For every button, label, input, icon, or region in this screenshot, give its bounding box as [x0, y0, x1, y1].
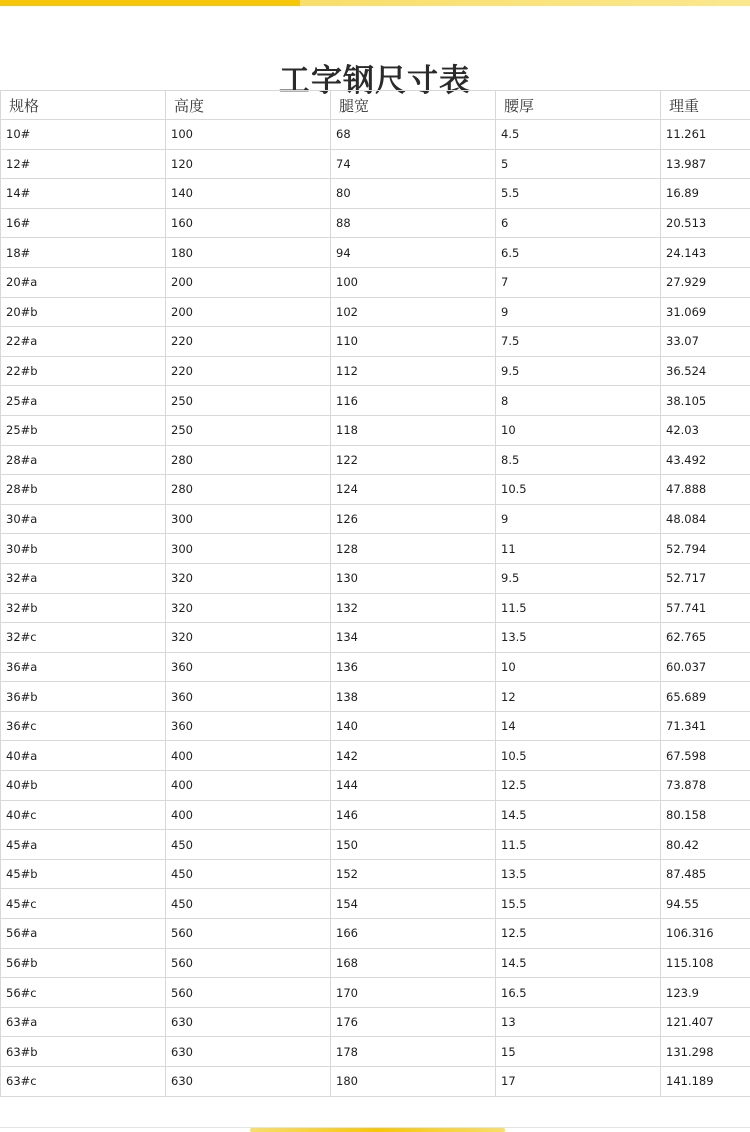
- cell-spec: 18#: [1, 238, 166, 268]
- table-row: [1, 120, 750, 150]
- table-row: [1, 475, 750, 505]
- cell-theoretical-weight: 65.689: [661, 682, 750, 712]
- cell-theoretical-weight: 121.407: [661, 1007, 750, 1037]
- cell-theoretical-weight: 38.105: [661, 386, 750, 416]
- cell-height: 450: [166, 830, 331, 860]
- cell-theoretical-weight: 60.037: [661, 652, 750, 682]
- header-spec: 规格: [1, 91, 166, 120]
- cell-flange-width: 88: [331, 208, 496, 238]
- cell-theoretical-weight: 80.158: [661, 800, 750, 830]
- cell-height: 450: [166, 859, 331, 889]
- cell-web-thickness: 9: [496, 297, 661, 327]
- cell-spec: 56#b: [1, 948, 166, 978]
- cell-web-thickness: 12: [496, 682, 661, 712]
- cell-theoretical-weight: 67.598: [661, 741, 750, 771]
- cell-theoretical-weight: 24.143: [661, 238, 750, 268]
- cell-theoretical-weight: 43.492: [661, 445, 750, 475]
- cell-theoretical-weight: 47.888: [661, 475, 750, 505]
- cell-flange-width: 154: [331, 889, 496, 919]
- cell-theoretical-weight: 94.55: [661, 889, 750, 919]
- cell-web-thickness: 5: [496, 149, 661, 179]
- table-row: [1, 356, 750, 386]
- cell-flange-width: 116: [331, 386, 496, 416]
- cell-height: 400: [166, 741, 331, 771]
- cell-flange-width: 142: [331, 741, 496, 771]
- cell-flange-width: 102: [331, 297, 496, 327]
- cell-spec: 12#: [1, 149, 166, 179]
- cell-spec: 25#a: [1, 386, 166, 416]
- cell-flange-width: 122: [331, 445, 496, 475]
- cell-height: 250: [166, 386, 331, 416]
- cell-web-thickness: 6.5: [496, 238, 661, 268]
- cell-web-thickness: 14.5: [496, 800, 661, 830]
- cell-height: 560: [166, 948, 331, 978]
- cell-flange-width: 140: [331, 711, 496, 741]
- cell-theoretical-weight: 71.341: [661, 711, 750, 741]
- cell-theoretical-weight: 62.765: [661, 623, 750, 653]
- cell-spec: 63#c: [1, 1067, 166, 1097]
- cell-flange-width: 128: [331, 534, 496, 564]
- cell-spec: 32#a: [1, 563, 166, 593]
- cell-theoretical-weight: 36.524: [661, 356, 750, 386]
- cell-flange-width: 124: [331, 475, 496, 505]
- cell-spec: 45#a: [1, 830, 166, 860]
- cell-height: 200: [166, 267, 331, 297]
- cell-web-thickness: 14: [496, 711, 661, 741]
- cell-spec: 20#b: [1, 297, 166, 327]
- table-row: [1, 1067, 750, 1097]
- cell-flange-width: 136: [331, 652, 496, 682]
- header-theoretical-weight: 理重: [661, 91, 750, 120]
- table-row: [1, 1007, 750, 1037]
- cell-height: 300: [166, 504, 331, 534]
- cell-height: 360: [166, 682, 331, 712]
- cell-theoretical-weight: 52.717: [661, 563, 750, 593]
- table-row: [1, 623, 750, 653]
- cell-flange-width: 134: [331, 623, 496, 653]
- cell-web-thickness: 5.5: [496, 179, 661, 209]
- cell-spec: 32#c: [1, 623, 166, 653]
- bottom-accent-bar: [250, 1128, 505, 1132]
- cell-height: 360: [166, 711, 331, 741]
- cell-theoretical-weight: 27.929: [661, 267, 750, 297]
- cell-web-thickness: 15: [496, 1037, 661, 1067]
- cell-theoretical-weight: 87.485: [661, 859, 750, 889]
- cell-height: 220: [166, 327, 331, 357]
- cell-flange-width: 152: [331, 859, 496, 889]
- table-row: [1, 741, 750, 771]
- cell-web-thickness: 7: [496, 267, 661, 297]
- cell-flange-width: 126: [331, 504, 496, 534]
- cell-web-thickness: 7.5: [496, 327, 661, 357]
- cell-web-thickness: 9.5: [496, 563, 661, 593]
- cell-flange-width: 170: [331, 978, 496, 1008]
- cell-height: 560: [166, 919, 331, 949]
- cell-web-thickness: 14.5: [496, 948, 661, 978]
- table-row: [1, 297, 750, 327]
- cell-web-thickness: 10: [496, 652, 661, 682]
- cell-theoretical-weight: 106.316: [661, 919, 750, 949]
- cell-flange-width: 178: [331, 1037, 496, 1067]
- cell-flange-width: 168: [331, 948, 496, 978]
- cell-height: 400: [166, 800, 331, 830]
- cell-spec: 14#: [1, 179, 166, 209]
- cell-height: 560: [166, 978, 331, 1008]
- cell-flange-width: 94: [331, 238, 496, 268]
- cell-spec: 63#a: [1, 1007, 166, 1037]
- cell-height: 300: [166, 534, 331, 564]
- cell-flange-width: 132: [331, 593, 496, 623]
- table-row: [1, 830, 750, 860]
- cell-theoretical-weight: 48.084: [661, 504, 750, 534]
- cell-theoretical-weight: 42.03: [661, 415, 750, 445]
- cell-spec: 10#: [1, 120, 166, 150]
- cell-height: 450: [166, 889, 331, 919]
- header-height: 高度: [166, 91, 331, 120]
- cell-spec: 20#a: [1, 267, 166, 297]
- cell-height: 220: [166, 356, 331, 386]
- cell-spec: 45#c: [1, 889, 166, 919]
- cell-height: 120: [166, 149, 331, 179]
- table-row: [1, 238, 750, 268]
- cell-flange-width: 138: [331, 682, 496, 712]
- cell-flange-width: 166: [331, 919, 496, 949]
- header-web-thickness: 腰厚: [496, 91, 661, 120]
- cell-height: 100: [166, 120, 331, 150]
- header-flange-width: 腿宽: [331, 91, 496, 120]
- cell-height: 360: [166, 652, 331, 682]
- cell-flange-width: 146: [331, 800, 496, 830]
- cell-spec: 22#b: [1, 356, 166, 386]
- table-body: [1, 120, 750, 1097]
- table-row: [1, 682, 750, 712]
- cell-web-thickness: 4.5: [496, 120, 661, 150]
- cell-flange-width: 80: [331, 179, 496, 209]
- cell-height: 630: [166, 1037, 331, 1067]
- table-header-row: [1, 91, 750, 120]
- cell-theoretical-weight: 11.261: [661, 120, 750, 150]
- cell-theoretical-weight: 13.987: [661, 149, 750, 179]
- cell-theoretical-weight: 31.069: [661, 297, 750, 327]
- table-row: [1, 415, 750, 445]
- cell-height: 160: [166, 208, 331, 238]
- cell-theoretical-weight: 57.741: [661, 593, 750, 623]
- cell-height: 320: [166, 593, 331, 623]
- table-row: [1, 771, 750, 801]
- cell-web-thickness: 10.5: [496, 475, 661, 505]
- cell-theoretical-weight: 73.878: [661, 771, 750, 801]
- cell-web-thickness: 13: [496, 1007, 661, 1037]
- cell-spec: 28#a: [1, 445, 166, 475]
- cell-theoretical-weight: 80.42: [661, 830, 750, 860]
- table-row: [1, 327, 750, 357]
- cell-spec: 56#c: [1, 978, 166, 1008]
- cell-height: 200: [166, 297, 331, 327]
- cell-height: 400: [166, 771, 331, 801]
- table-row: [1, 208, 750, 238]
- cell-theoretical-weight: 33.07: [661, 327, 750, 357]
- cell-spec: 36#c: [1, 711, 166, 741]
- table-row: [1, 978, 750, 1008]
- table-row: [1, 504, 750, 534]
- cell-theoretical-weight: 20.513: [661, 208, 750, 238]
- cell-web-thickness: 10.5: [496, 741, 661, 771]
- cell-flange-width: 100: [331, 267, 496, 297]
- table-row: [1, 859, 750, 889]
- table-row: [1, 563, 750, 593]
- cell-theoretical-weight: 16.89: [661, 179, 750, 209]
- page-title: 工字钢尺寸表: [279, 62, 471, 99]
- table-row: [1, 445, 750, 475]
- cell-web-thickness: 15.5: [496, 889, 661, 919]
- cell-height: 280: [166, 445, 331, 475]
- cell-web-thickness: 16.5: [496, 978, 661, 1008]
- cell-web-thickness: 11.5: [496, 830, 661, 860]
- cell-spec: 45#b: [1, 859, 166, 889]
- cell-flange-width: 110: [331, 327, 496, 357]
- cell-flange-width: 68: [331, 120, 496, 150]
- cell-spec: 30#a: [1, 504, 166, 534]
- table-row: [1, 800, 750, 830]
- cell-flange-width: 118: [331, 415, 496, 445]
- cell-web-thickness: 13.5: [496, 623, 661, 653]
- cell-height: 630: [166, 1007, 331, 1037]
- table-row: [1, 593, 750, 623]
- cell-spec: 25#b: [1, 415, 166, 445]
- cell-web-thickness: 8.5: [496, 445, 661, 475]
- cell-web-thickness: 11.5: [496, 593, 661, 623]
- cell-flange-width: 150: [331, 830, 496, 860]
- cell-web-thickness: 12.5: [496, 771, 661, 801]
- table-row: [1, 711, 750, 741]
- cell-web-thickness: 13.5: [496, 859, 661, 889]
- cell-web-thickness: 8: [496, 386, 661, 416]
- i-beam-size-table: [0, 90, 750, 1097]
- table-row: [1, 889, 750, 919]
- cell-theoretical-weight: 141.189: [661, 1067, 750, 1097]
- cell-flange-width: 180: [331, 1067, 496, 1097]
- cell-spec: 40#b: [1, 771, 166, 801]
- cell-flange-width: 74: [331, 149, 496, 179]
- cell-spec: 63#b: [1, 1037, 166, 1067]
- table-row: [1, 534, 750, 564]
- top-accent-bar-light: [300, 0, 750, 6]
- table-row: [1, 1037, 750, 1067]
- table-row: [1, 267, 750, 297]
- cell-flange-width: 112: [331, 356, 496, 386]
- cell-height: 320: [166, 623, 331, 653]
- cell-web-thickness: 9.5: [496, 356, 661, 386]
- cell-flange-width: 130: [331, 563, 496, 593]
- cell-theoretical-weight: 131.298: [661, 1037, 750, 1067]
- cell-theoretical-weight: 123.9: [661, 978, 750, 1008]
- cell-spec: 22#a: [1, 327, 166, 357]
- cell-theoretical-weight: 52.794: [661, 534, 750, 564]
- cell-flange-width: 144: [331, 771, 496, 801]
- cell-spec: 16#: [1, 208, 166, 238]
- cell-height: 320: [166, 563, 331, 593]
- cell-spec: 40#c: [1, 800, 166, 830]
- cell-spec: 36#b: [1, 682, 166, 712]
- cell-spec: 36#a: [1, 652, 166, 682]
- table-row: [1, 948, 750, 978]
- cell-height: 180: [166, 238, 331, 268]
- cell-spec: 56#a: [1, 919, 166, 949]
- table-row: [1, 652, 750, 682]
- cell-flange-width: 176: [331, 1007, 496, 1037]
- cell-spec: 30#b: [1, 534, 166, 564]
- cell-web-thickness: 12.5: [496, 919, 661, 949]
- cell-web-thickness: 6: [496, 208, 661, 238]
- table-row: [1, 179, 750, 209]
- cell-height: 140: [166, 179, 331, 209]
- table-row: [1, 919, 750, 949]
- cell-spec: 28#b: [1, 475, 166, 505]
- cell-web-thickness: 10: [496, 415, 661, 445]
- table-row: [1, 386, 750, 416]
- table-row: [1, 149, 750, 179]
- cell-web-thickness: 11: [496, 534, 661, 564]
- cell-height: 280: [166, 475, 331, 505]
- cell-web-thickness: 17: [496, 1067, 661, 1097]
- cell-spec: 32#b: [1, 593, 166, 623]
- cell-height: 250: [166, 415, 331, 445]
- cell-web-thickness: 9: [496, 504, 661, 534]
- cell-height: 630: [166, 1067, 331, 1097]
- top-accent-bar: [0, 0, 305, 6]
- cell-theoretical-weight: 115.108: [661, 948, 750, 978]
- cell-spec: 40#a: [1, 741, 166, 771]
